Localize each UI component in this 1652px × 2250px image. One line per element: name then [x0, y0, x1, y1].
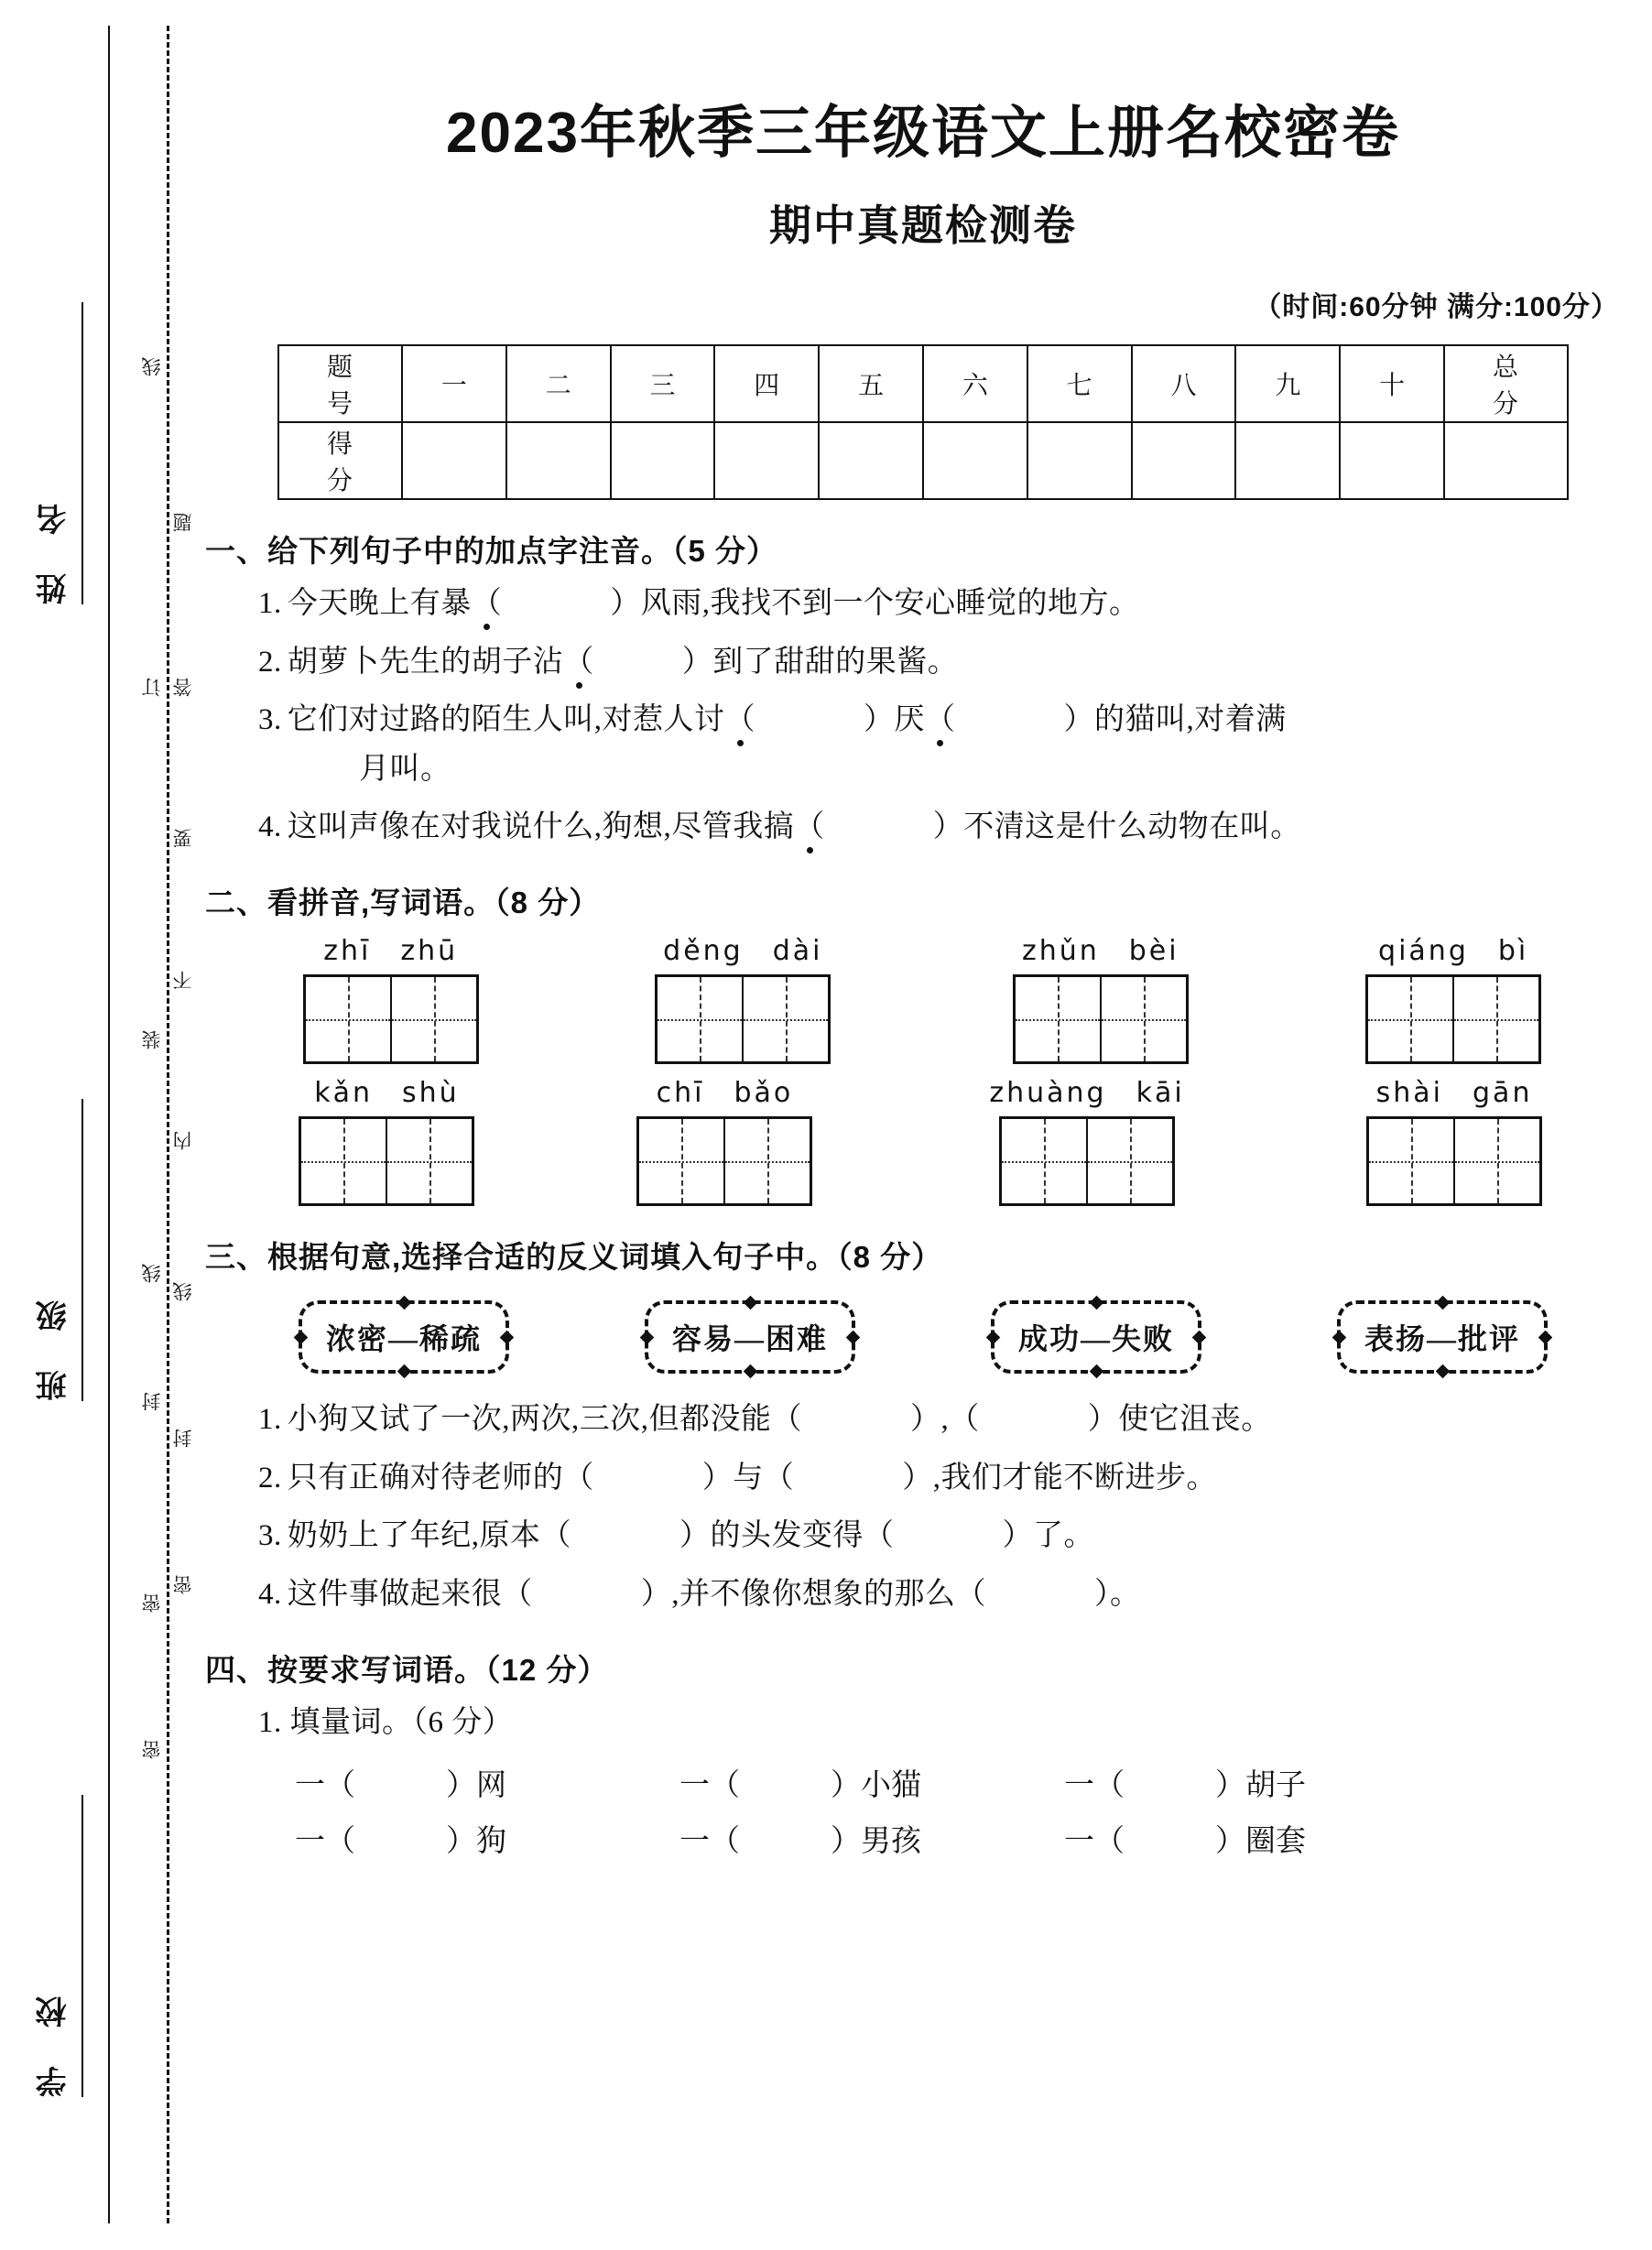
s3q1-text-c: ）使它沮丧。: [1087, 1403, 1272, 1437]
seal-notice-2: 要: [173, 829, 194, 848]
score-cell-8[interactable]: [1132, 422, 1236, 499]
tianzige-cell[interactable]: [1102, 977, 1186, 1061]
s3q3-text-b: ）的头发变得（: [679, 1519, 895, 1553]
s3q4-text-c: ）。: [1094, 1577, 1141, 1611]
tianzige-cell[interactable]: [1016, 977, 1102, 1061]
seal-notice-0: 题: [173, 513, 194, 532]
score-col-6: 六: [923, 345, 1027, 422]
pinyin-item-3: [1007, 935, 1194, 1064]
section-3-question-2: 2. 只有正确对待老师的（ ）与（ ）,我们才能不断进步。: [258, 1461, 1217, 1495]
measure-word-item-5[interactable]: 一（ ）男孩: [679, 1824, 921, 1858]
pinyin-syllable: kǎn: [314, 1077, 374, 1110]
diamond-icon: [640, 1331, 655, 1345]
measure-word-row-2: [295, 1817, 1652, 1860]
seal-char-0: 线: [142, 357, 163, 376]
pinyin-syllable: bì: [1497, 935, 1529, 968]
score-col-7: 七: [1027, 345, 1132, 422]
pinyin-syllable: shù: [402, 1077, 460, 1110]
section-1-heading: 一、给下列句子中的加点字注音。（5 分）: [205, 534, 778, 569]
seal-notice-3: 不: [173, 971, 194, 990]
diamond-icon: [846, 1331, 861, 1345]
pinyin-item-7: [974, 1077, 1199, 1206]
score-cell-6[interactable]: [923, 422, 1027, 499]
tianzige-1[interactable]: [303, 974, 479, 1064]
antonym-card-1[interactable]: [299, 1300, 509, 1374]
pinyin-label-3: [1007, 935, 1194, 967]
score-col-total: 总 分: [1444, 345, 1568, 422]
seal-char-3: 线: [142, 1264, 163, 1283]
measure-word-item-1[interactable]: 一（ ）网: [295, 1768, 506, 1802]
seal-char-6: 密: [142, 1740, 163, 1759]
seal-char-5: 密: [142, 1593, 163, 1613]
q1-text-b: ）风雨,我找不到一个安心睡觉的地方。: [610, 587, 1140, 621]
score-table-value-row: [278, 422, 1568, 499]
s3q3-text-a: 奶奶上了年纪,原本: [287, 1519, 541, 1553]
diamond-icon: [1090, 1364, 1104, 1379]
tianzige-cell[interactable]: [744, 977, 828, 1061]
seal-char-4: 封: [142, 1392, 163, 1411]
diamond-icon: [397, 1364, 412, 1379]
pinyin-item-6: [636, 1077, 812, 1206]
pinyin-syllable: zhī: [323, 935, 372, 968]
section-1-question-1: [258, 580, 1652, 628]
score-col-3: 三: [611, 345, 715, 422]
s3q2-text-b: ）与（: [701, 1461, 795, 1495]
pinyin-syllable: bèi: [1128, 935, 1179, 968]
score-cell-10[interactable]: [1340, 422, 1444, 499]
page-title: 2023年秋季三年级语文上册名校密卷: [446, 102, 1400, 165]
pinyin-item-5: [299, 1077, 474, 1206]
margin-solid-rule: [108, 26, 110, 2223]
tianzige-cell[interactable]: [1455, 1119, 1539, 1203]
score-cell-9[interactable]: [1235, 422, 1340, 499]
score-col-4: 四: [714, 345, 819, 422]
s3q3-num: 3.: [258, 1519, 282, 1553]
diamond-icon: [294, 1331, 309, 1345]
tianzige-cell[interactable]: [301, 1119, 387, 1203]
q1-num: 1.: [258, 587, 282, 621]
antonym-card-label: 容易—困难: [671, 1322, 828, 1356]
tianzige-cell[interactable]: [658, 977, 744, 1061]
measure-word-item-2[interactable]: 一（ ）小猫: [679, 1768, 921, 1802]
exam-content: [194, 0, 1652, 2250]
antonym-card-label: 浓密—稀疏: [325, 1322, 482, 1356]
q2-num: 2.: [258, 645, 282, 679]
pinyin-label-8: [1362, 1077, 1548, 1109]
seal-char-2: 装: [142, 1030, 163, 1049]
score-col-2: 二: [506, 345, 611, 422]
q3-text-d: 月叫。: [359, 752, 451, 786]
score-cell-4[interactable]: [714, 422, 819, 499]
score-table: [277, 344, 1569, 500]
pinyin-syllable: zhuàng: [989, 1077, 1107, 1110]
time-score-note: （时间:60分钟 满分:100分）: [1254, 292, 1619, 323]
tianzige-7[interactable]: [999, 1116, 1175, 1206]
score-table-row-label-2: 得 分: [278, 422, 402, 499]
pinyin-label-2: [648, 935, 837, 967]
q3-dot-marker-2: （: [925, 703, 956, 737]
section-3-heading: 三、根据句意,选择合适的反义词填入句子中。（8 分）: [205, 1240, 943, 1275]
diamond-icon: [1332, 1331, 1347, 1345]
tianzige-cell[interactable]: [639, 1119, 725, 1203]
score-cell-total[interactable]: [1444, 422, 1568, 499]
field-name: 姓 名: [31, 302, 83, 604]
tianzige-cell[interactable]: [1368, 977, 1454, 1061]
score-col-9: 九: [1235, 345, 1340, 422]
antonym-card-4[interactable]: [1337, 1300, 1548, 1374]
score-col-1: 一: [402, 345, 506, 422]
left-margin: [0, 0, 192, 2250]
section-3-question-3: 3. 奶奶上了年纪,原本（ ）的头发变得（ ）了。: [258, 1519, 1094, 1553]
field-class: 班 级: [31, 1099, 83, 1401]
s3q4-text-b: ）,并不像你想象的那么（: [640, 1577, 986, 1611]
q2-text-b: ）到了甜甜的果酱。: [681, 645, 959, 679]
tianzige-cell[interactable]: [725, 1119, 810, 1203]
diamond-icon: [1090, 1296, 1104, 1310]
s3q1-num: 1.: [258, 1403, 282, 1437]
pinyin-item-4: [1364, 935, 1543, 1064]
tianzige-cell[interactable]: [306, 977, 392, 1061]
q4-text-a: 这叫声像在对我说什么,狗想,尽管我搞: [287, 810, 795, 843]
pinyin-label-1: [309, 935, 473, 967]
diamond-icon: [1192, 1331, 1207, 1345]
score-cell-5[interactable]: [819, 422, 923, 499]
score-table-row-label-1: 题 号: [278, 345, 402, 422]
score-cell-1[interactable]: [402, 422, 506, 499]
pinyin-label-5: [299, 1077, 473, 1109]
pinyin-label-4: [1364, 935, 1543, 967]
pinyin-syllable: bǎo: [734, 1077, 794, 1110]
tianzige-cell[interactable]: [387, 1119, 472, 1203]
score-col-10: 十: [1340, 345, 1444, 422]
q1-text-a: 今天晚上有暴: [287, 587, 472, 621]
section-4-sub-1: 1. 填量词。（6 分）: [258, 1706, 514, 1740]
score-cell-3[interactable]: [611, 422, 715, 499]
tianzige-cell[interactable]: [1369, 1119, 1455, 1203]
s3q1-text-a: 小狗又试了一次,两次,三次,但都没能: [287, 1403, 772, 1437]
section-1-question-2: [258, 638, 1652, 687]
score-col-5: 五: [819, 345, 923, 422]
antonym-card-label: 成功—失败: [1017, 1322, 1174, 1356]
score-cell-2[interactable]: [506, 422, 611, 499]
tianzige-cell[interactable]: [1454, 977, 1538, 1061]
pinyin-item-2: [648, 935, 837, 1064]
pinyin-syllable: děng: [663, 935, 744, 968]
s3q4-text-a: 这件事做起来很: [287, 1577, 503, 1611]
seal-notice-4: 内: [173, 1131, 194, 1150]
field-school: 学 校: [31, 1795, 83, 2097]
measure-word-item-4[interactable]: 一（ ）狗: [295, 1824, 506, 1858]
s3q2-text-c: ）,我们才能不断进步。: [902, 1461, 1217, 1495]
tianzige-6[interactable]: [636, 1116, 812, 1206]
pinyin-syllable: zhū: [400, 935, 459, 968]
q4-text-b: ）不清这是什么动物在叫。: [932, 810, 1301, 843]
antonym-card-3[interactable]: [991, 1300, 1201, 1374]
tianzige-cell[interactable]: [392, 977, 476, 1061]
q3-text-c: ）的猫叫,对着满: [1063, 703, 1287, 737]
page-subtitle: 期中真题检测卷: [769, 201, 1077, 250]
diamond-icon: [986, 1331, 1001, 1345]
tianzige-3[interactable]: [1013, 974, 1189, 1064]
measure-word-row-1: [295, 1761, 1652, 1804]
pinyin-row-1: [194, 935, 1652, 1064]
tianzige-2[interactable]: [655, 974, 831, 1064]
diamond-icon: [744, 1364, 758, 1379]
q3-dot-marker-1: （: [724, 703, 755, 737]
s3q2-num: 2.: [258, 1461, 282, 1495]
diamond-icon: [744, 1296, 758, 1310]
diamond-icon: [1538, 1331, 1553, 1345]
section-2-heading: 二、看拼音,写词语。（8 分）: [205, 886, 601, 920]
measure-word-item-3[interactable]: 一（ ）胡子: [1064, 1768, 1306, 1802]
seal-notice-1: 答: [173, 678, 194, 697]
score-table-header-row: [278, 345, 1568, 422]
seal-notice-6: 封: [173, 1429, 194, 1448]
margin-dashed-rule: [167, 26, 169, 2223]
q4-num: 4.: [258, 810, 282, 843]
q3-text-a: 它们对过路的陌生人叫,对惹人讨: [287, 703, 725, 737]
measure-word-item-6[interactable]: 一（ ）圈套: [1064, 1824, 1306, 1858]
pinyin-syllable: qiáng: [1378, 935, 1469, 968]
section-1-question-4: [258, 803, 1652, 852]
pinyin-syllable: kāi: [1136, 1077, 1185, 1110]
score-col-8: 八: [1132, 345, 1236, 422]
diamond-icon: [1436, 1296, 1451, 1310]
s3q2-text-a: 只有正确对待老师的: [287, 1461, 564, 1495]
q2-dot-marker: （: [563, 645, 594, 679]
q2-text-a: 胡萝卜先生的胡子沾: [287, 645, 564, 679]
section-3-question-4: 4. 这件事做起来很（ ）,并不像你想象的那么（ ）。: [258, 1577, 1141, 1611]
tianzige-cell[interactable]: [1088, 1119, 1172, 1203]
antonym-card-list: [194, 1300, 1652, 1374]
seal-notice-5: 线: [173, 1282, 194, 1301]
section-1-question-3: [258, 696, 1652, 794]
tianzige-8[interactable]: [1366, 1116, 1542, 1206]
tianzige-cell[interactable]: [1002, 1119, 1088, 1203]
score-cell-7[interactable]: [1027, 422, 1132, 499]
pinyin-row-2: [194, 1077, 1652, 1206]
antonym-card-label: 表扬—批评: [1364, 1322, 1520, 1356]
q3-num: 3.: [258, 703, 282, 737]
seal-char-1: 订: [142, 678, 163, 697]
seal-notice-7: 密: [173, 1575, 194, 1594]
pinyin-syllable: gān: [1473, 1077, 1533, 1110]
antonym-card-2[interactable]: [645, 1300, 855, 1374]
s3q4-num: 4.: [258, 1577, 282, 1611]
diamond-icon: [1436, 1364, 1451, 1379]
tianzige-4[interactable]: [1365, 974, 1541, 1064]
diamond-icon: [500, 1331, 515, 1345]
pinyin-syllable: zhǔn: [1021, 935, 1100, 968]
tianzige-5[interactable]: [299, 1116, 474, 1206]
q3-text-b: ）厌: [864, 703, 925, 737]
pinyin-syllable: dài: [772, 935, 823, 968]
pinyin-item-1: [303, 935, 479, 1064]
pinyin-label-7: [974, 1077, 1199, 1109]
q4-dot-marker: （: [794, 810, 825, 843]
pinyin-syllable: shài: [1375, 1077, 1444, 1110]
s3q1-text-b: ）,（: [910, 1403, 980, 1437]
section-4-heading: 四、按要求写词语。（12 分）: [205, 1653, 609, 1688]
pinyin-syllable: chī: [656, 1077, 705, 1110]
diamond-icon: [397, 1296, 412, 1310]
section-3-question-1: 1. 小狗又试了一次,两次,三次,但都没能（ ）,（ ）使它沮丧。: [258, 1403, 1272, 1437]
pinyin-label-6: [642, 1077, 809, 1109]
pinyin-item-8: [1362, 1077, 1548, 1206]
q1-dot-marker: （: [471, 587, 503, 621]
s3q3-text-c: ）了。: [1002, 1519, 1094, 1553]
